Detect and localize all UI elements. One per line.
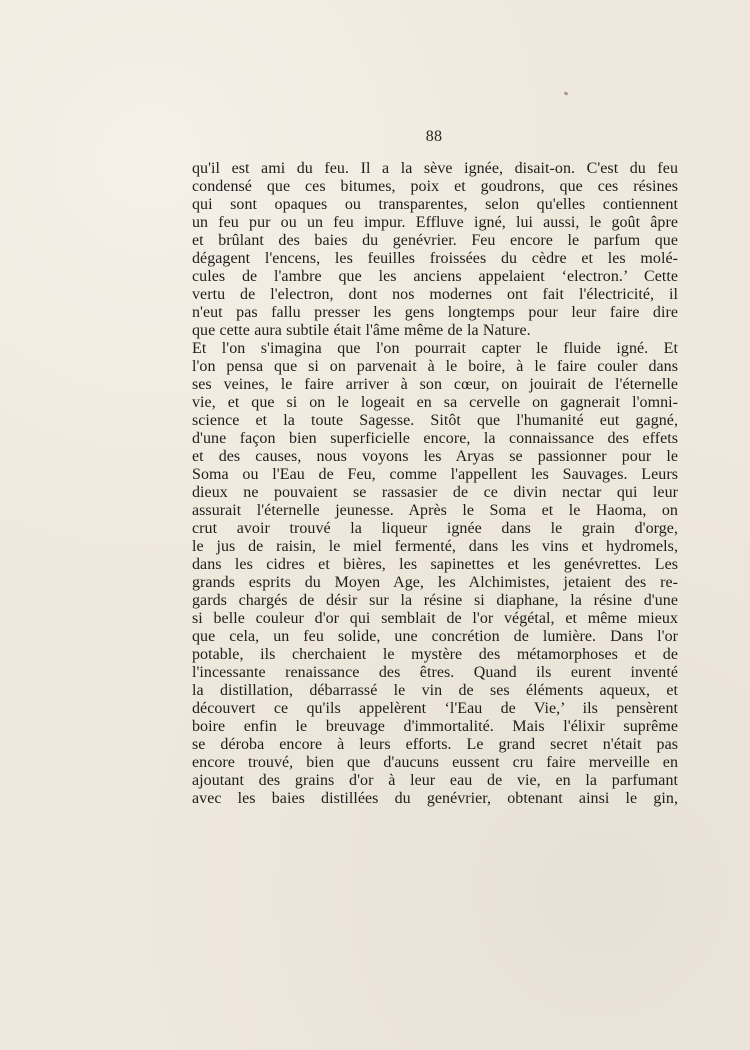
text-line: ses veines, le faire arriver à son cœur, on jouirait de l'éternelle <box>192 376 678 393</box>
text-line: découvert ce qu'ils appelèrent ‘l'Eau de Vie,’ ils pensèrent <box>192 700 678 717</box>
text-line: avec les baies distillées du genévrier, obtenant ainsi le gin, <box>192 790 678 807</box>
paper-speck <box>564 91 569 96</box>
text-line: dieux ne pouvaient se rassasier de ce divin nectar qui leur <box>192 484 678 501</box>
text-line: la distillation, débarrassé le vin de ses éléments aqueux, et <box>192 682 678 699</box>
text-line: que cette aura subtile était l'âme même de la Nature. <box>192 322 531 339</box>
text-line: d'une façon bien superficielle encore, la connaissance des effets <box>192 430 678 447</box>
text-line: et brûlant des baies du genévrier. Feu encore le parfum que <box>192 232 678 249</box>
text-line: qu'il est ami du feu. Il a la sève ignée, disait-on. C'est du feu <box>192 160 678 177</box>
text-line: qui sont opaques ou transparentes, selon qu'elles contiennent <box>192 196 678 213</box>
text-line: si belle couleur d'or qui semblait de l'or végétal, et même mieux <box>192 610 678 627</box>
body-text <box>192 160 678 808</box>
text-line: Soma ou l'Eau de Feu, comme l'appellent les Sauvages. Leurs <box>192 466 678 483</box>
text-line: le jus de raisin, le miel fermenté, dans les vins et hydromels, <box>192 538 678 555</box>
text-line: dans les cidres et bières, les sapinettes et les genévrettes. Les <box>192 556 678 573</box>
text-line: vertu de l'electron, dont nos modernes ont fait l'électricité, il <box>192 286 678 303</box>
text-line: vie, et que si on le logeait en sa cervelle on gagnerait l'omni- <box>192 394 678 411</box>
text-line: assurait l'éternelle jeunesse. Après le Soma et le Haoma, on <box>192 502 678 519</box>
text-line: n'eut pas fallu presser les gens longtemps pour leur faire dire <box>192 304 678 321</box>
text-line: cules de l'ambre que les anciens appelaient ‘electron.’ Cette <box>192 268 678 285</box>
text-line: dégagent l'encens, les feuilles froissées du cèdre et les molé- <box>192 250 678 267</box>
text-line: grands esprits du Moyen Age, les Alchimistes, jetaient des re- <box>192 574 678 591</box>
text-line: potable, ils cherchaient le mystère des métamorphoses et de <box>192 646 678 663</box>
text-line: crut avoir trouvé la liqueur ignée dans le grain d'orge, <box>192 520 678 537</box>
text-line: l'incessante renaissance des êtres. Quand ils eurent inventé <box>192 664 678 681</box>
text-line: et des causes, nous voyons les Aryas se passionner pour le <box>192 448 678 465</box>
text-line: l'on pensa que si on parvenait à le boire, à le faire couler dans <box>192 358 678 375</box>
text-line: condensé que ces bitumes, poix et goudrons, que ces résines <box>192 178 678 195</box>
text-line: boire enfin le breuvage d'immortalité. Mais l'élixir suprême <box>192 718 678 735</box>
text-line: encore trouvé, bien que d'aucuns eussent cru faire merveille en <box>192 754 678 771</box>
text-line: se déroba encore à leurs efforts. Le grand secret n'était pas <box>192 736 678 753</box>
text-line: science et la toute Sagesse. Sitôt que l'humanité eut gagné, <box>192 412 678 429</box>
text-line: Et l'on s'imagina que l'on pourrait capter le fluide igné. Et <box>192 340 678 357</box>
page-number: 88 <box>425 128 443 145</box>
text-line: ajoutant des grains d'or à leur eau de vie, en la parfumant <box>192 772 678 789</box>
text-line: un feu pur ou un feu impur. Effluve igné, lui aussi, le goût âpre <box>192 214 678 231</box>
text-line: gards chargés de désir sur la résine si diaphane, la résine d'une <box>192 592 678 609</box>
text-line: que cela, un feu solide, une concrétion de lumière. Dans l'or <box>192 628 678 645</box>
